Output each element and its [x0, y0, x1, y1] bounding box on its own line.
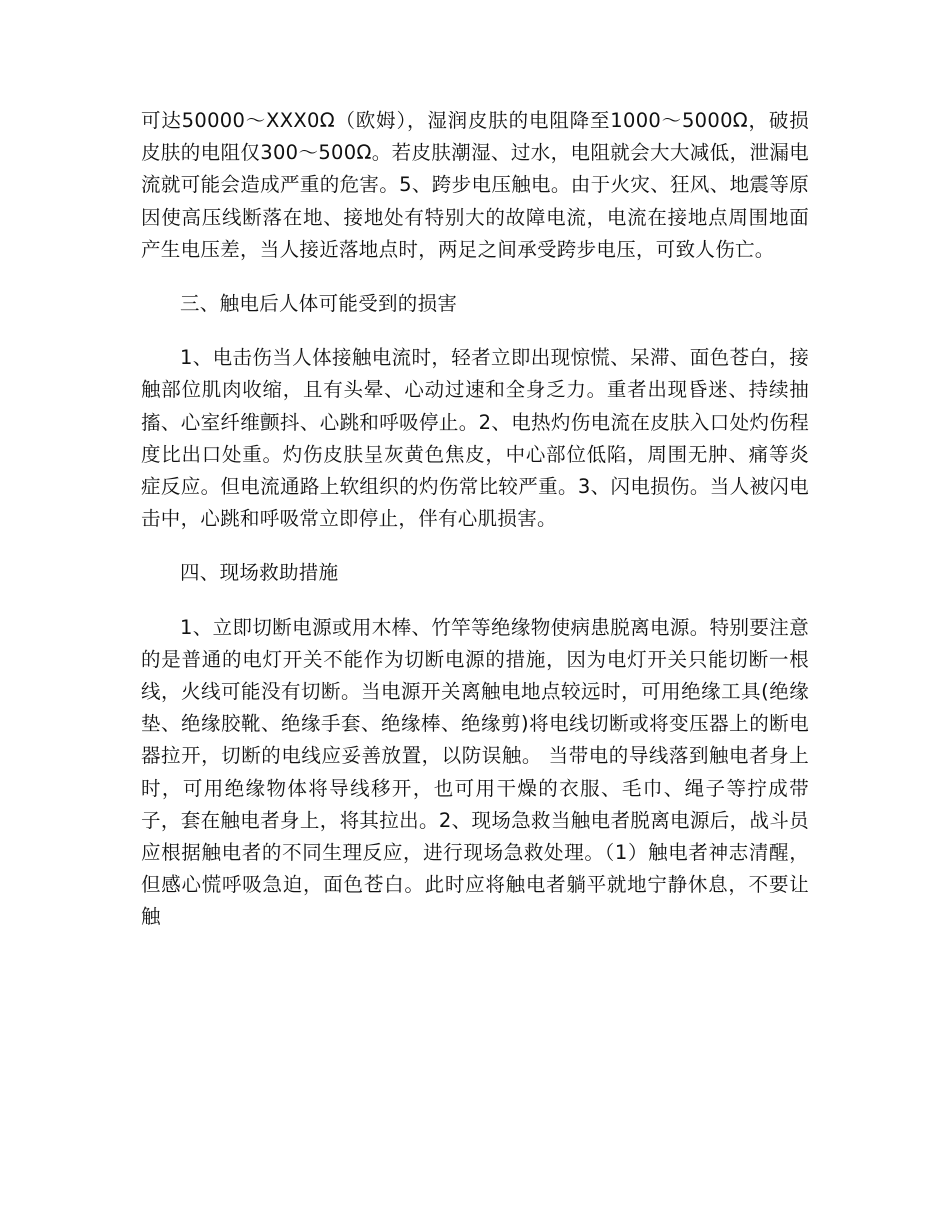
paragraph-electric-resistance: 可达50000～XXX0Ω（欧姆），湿润皮肤的电阻降至1000～5000Ω，破损皮肤的电阻仅300～500Ω。若皮肤潮湿、过水，电阻就会大大减低，泄漏电流就可能会造成严重的危害。5、跨步电压触电。由于火灾、狂风、地震等原因使高压线断落在地、接地处有特别大的故障电流，电流在接地点周围地面产生电压差，当人接近落地点时，两足之间承受跨步电压，可致人伤亡。 — [141, 109, 809, 261]
document-body — [141, 105, 809, 934]
section-heading-injuries: 三、触电后人体可能受到的损害 — [180, 292, 458, 316]
section-heading-rescue: 四、现场救助措施 — [180, 561, 339, 585]
paragraph-rescue: 1、立即切断电源或用木棒、竹竿等绝缘物使病患脱离电源。特别要注意的是普通的电灯开关不能作为切断电源的措施，因为电灯开关只能切断一根线，火线可能没有切断。当电源开关离触电地点较远时，可用绝缘工具(绝缘垫、绝缘胶靴、绝缘手套、绝缘棒、绝缘剪)将电线切断或将变压器上的断电器拉开，切断的电线应妥善放置，以防误触。 当带电的导线落到触电者身上时，可用绝缘物体将导线移开，也可用干燥的衣服、毛巾、绳子等拧成带子，套在触电者身上，将其拉出。2、现场急救当触电者脱离电源后，战斗员应根据触电者的不同生理反应，进行现场急救处理。（1）触电者神志清醒，但感心慌呼吸急迫，面色苍白。此时应将触电者躺平就地宁静休息，不要让触 — [141, 615, 809, 929]
paragraph-injuries: 1、电击伤当人体接触电流时，轻者立即出现惊慌、呆滞、面色苍白，接触部位肌肉收缩，且有头晕、心动过速和全身乏力。重者出现昏迷、持续抽搐、心室纤维颤抖、心跳和呼吸停止。2、电热灼伤电流在皮肤入口处灼伤程度比出口处重。灼伤皮肤呈灰黄色焦皮，中心部位低陷，周围无肿、痛等炎症反应。但电流通路上软组织的灼伤常比较严重。3、闪电损伤。当人被闪电击中，心跳和呼吸常立即停止，伴有心肌损害。 — [141, 346, 809, 531]
